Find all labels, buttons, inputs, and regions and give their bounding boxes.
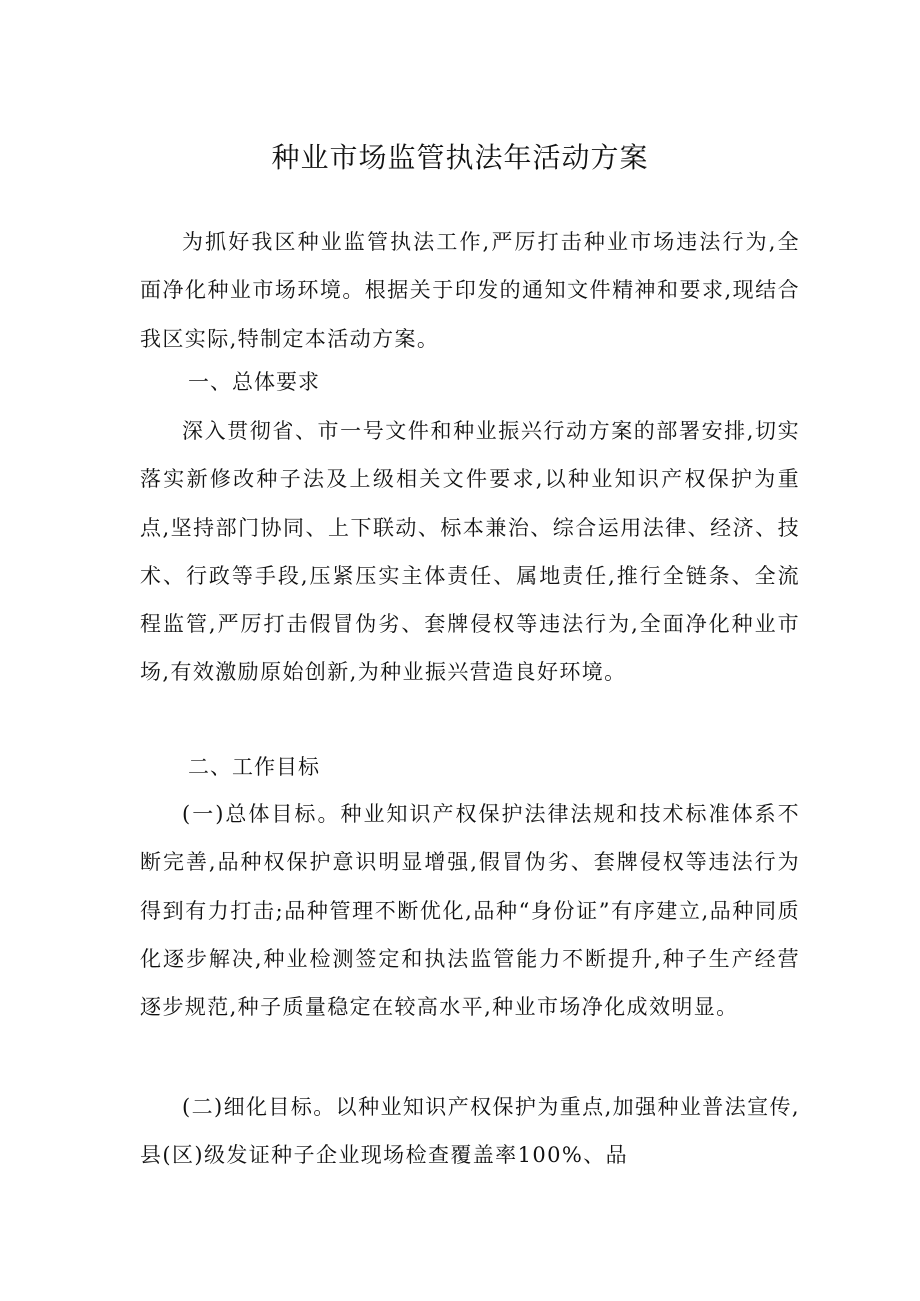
intro-paragraph: 为抓好我区种业监管执法工作,严厉打击种业市场违法行为,全面净化种业市场环境。根据关于印发的通知文件精神和要求,现结合我区实际,特制定本活动方案。 [140,230,800,351]
detailed-goal-paragraph: (二)细化目标。以种业知识产权保护为重点,加强种业普法宣传,县(区)级发证种子企业现场检查覆盖率100%、品 [140,1095,800,1168]
overall-requirements-paragraph: 深入贯彻省、市一号文件和种业振兴行动方案的部署安排,切实落实新修改种子法及上级相关文件要求,以种业知识产权保护为重点,坚持部门协同、上下联动、标本兼治、综合运用法律、经济、技术、行政等手段,压紧压实主体责任、属地责任,推行全链条、全流程监管,严厉打击假冒伪劣、套牌侵权等违法行为,全面净化种业市场,有效激励原始创新,为种业振兴营造良好环境。 [140,419,800,685]
section-heading-overall-requirements: 一、总体要求 [188,370,320,394]
overall-goal-paragraph: (一)总体目标。种业知识产权保护法律法规和技术标准体系不断完善,品种权保护意识明显增强,假冒伪劣、套牌侵权等违法行为得到有力打击;品种管理不断优化,品种“身份证”有序建立,品种同质化逐步解决,种业检测签定和执法监管能力不断提升,种子生产经营逐步规范,种子质量稳定在较高水平,种业市场净化成效明显。 [140,802,800,1020]
section-heading-work-goals: 二、工作目标 [188,755,320,779]
document-title: 种业市场监管执法年活动方案 [271,141,649,174]
